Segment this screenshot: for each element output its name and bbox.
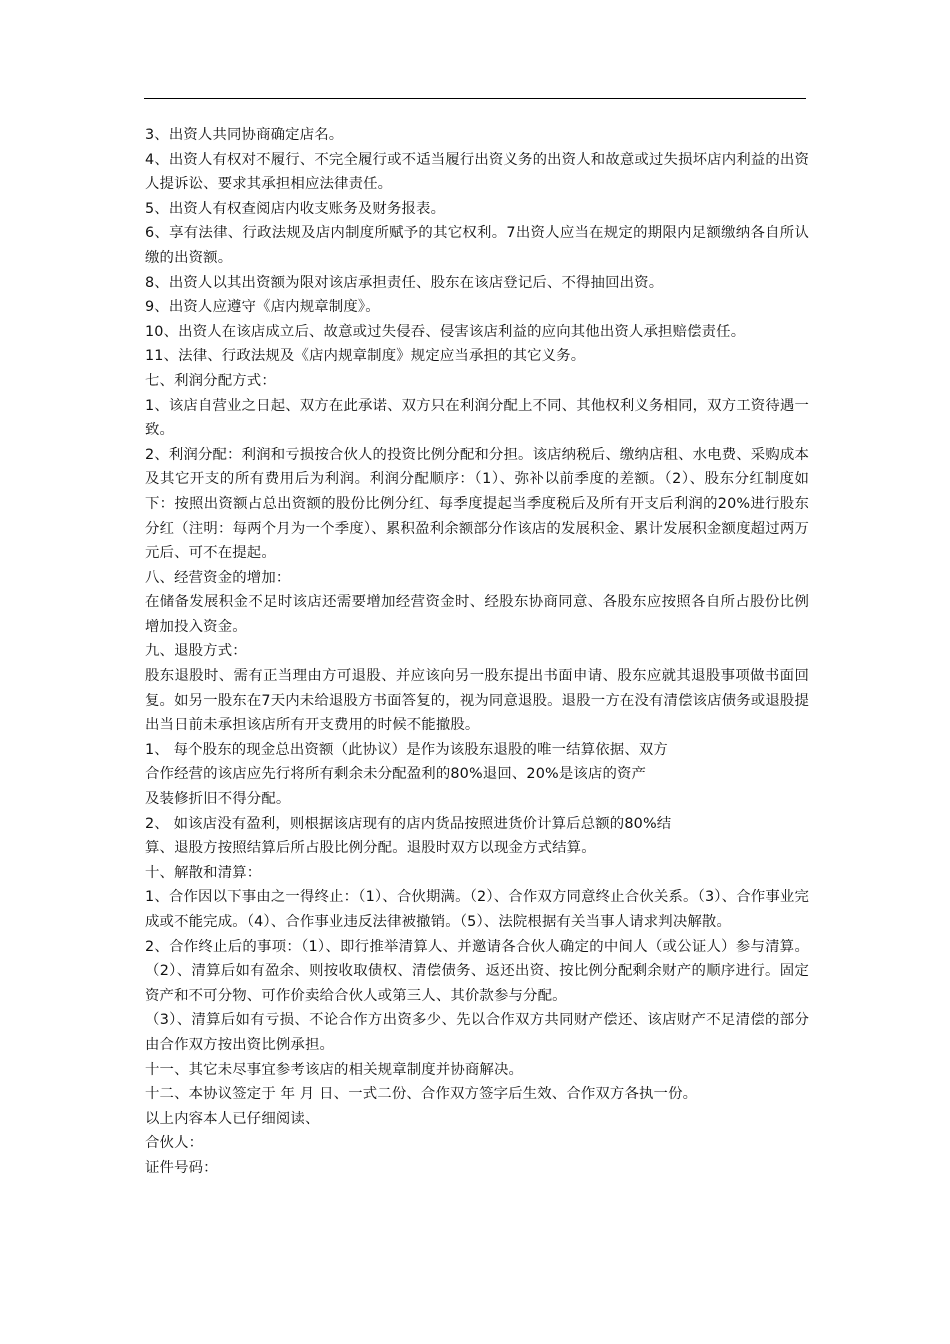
section-7-heading: 七、利润分配方式： [145, 372, 276, 389]
read-confirmation: 以上内容本人已仔细阅读、 [145, 1110, 320, 1127]
section-10-heading: 十、解散和清算： [145, 864, 262, 881]
clause-11-other-duties: 11、法律、行政法规及《店内规章制度》规定应当承担的其它义务。 [145, 348, 586, 365]
withdrawal-clause-2-line-2: 算、退股方按照结算后所占股比例分配。退股时双方以现金方式结算。 [145, 840, 596, 857]
withdrawal-clause-1-line-2: 合作经营的该店应先行将所有剩余未分配盈利的80%退回、20%是该店的资产 [145, 766, 647, 783]
withdrawal-clause-2-line-1: 2、 如该店没有盈利，则根据该店现有的店内货品按照进货价计算后总额的80%结 [145, 815, 672, 832]
withdrawal-text: 股东退股时、需有正当理由方可退股、并应该向另一股东提出书面申请、股东应就其退股事项做书面回复。如另一股东在7天内未给退股方书面答复的，视为同意退股。退股一方在没有清偿该店债务或退股提出当日前未承担该店所有开支费用的时候不能撤股。 [145, 668, 809, 734]
capital-increase-text: 在储备发展积金不足时该店还需要增加经营资金时、经股东协商同意、各股东应按照各自所占股份比例增加投入资金。 [145, 594, 809, 635]
header-rule [144, 98, 806, 99]
clause-10-compensation: 10、出资人在该店成立后、故意或过失侵吞、侵害该店利益的应向其他出资人承担赔偿责任。 [145, 323, 746, 340]
clause-9-rules: 9、出资人应遵守《店内规章制度》。 [145, 299, 380, 316]
withdrawal-clause-1-line-3: 及装修折旧不得分配。 [145, 791, 291, 808]
section-9-heading: 九、退股方式： [145, 643, 247, 660]
clause-3-store-name: 3、出资人共同协商确定店名。 [145, 127, 344, 143]
id-number-label: 证件号码： [145, 1159, 218, 1176]
dissolution-clause-1: 1、合作因以下事由之一得终止：（1）、合伙期满。（2）、合作双方同意终止合伙关系。（3）、合作事业完成或不能完成。（4）、合作事业违反法律被撤销。（5）、法院根据有关当事人请求判决解散。 [145, 889, 809, 930]
clause-4-litigation-right: 4、出资人有权对不履行、不完全履行或不适当履行出资义务的出资人和故意或过失损坏店内利益的出资人提诉讼、要求其承担相应法律责任。 [145, 151, 809, 193]
profit-clause-2: 2、利润分配：利润和亏损按合伙人的投资比例分配和分担。该店纳税后、缴纳店租、水电费、采购成本及其它开支的所有费用后为利润。利润分配顺序：（1）、弥补以前季度的差额。（2）、股东分红制度如下：按照出资额占总出资额的股份比例分红、每季度提起当季度税后及所有开支后利润的20%进行股东分红（注明：每两个月为一个季度）、累积盈利余额部分作该店的发展积金、累计发展积金额度超过两万元后、可不在提起。 [145, 446, 809, 562]
withdrawal-clause-1-line-1: 1、 每个股东的现金总出资额（此协议）是作为该股东退股的唯一结算依据、双方 [145, 741, 668, 758]
clause-5-audit-right: 5、出资人有权查阅店内收支账务及财务报表。 [145, 200, 446, 217]
partner-label: 合伙人： [145, 1135, 204, 1152]
clause-8-liability: 8、出资人以其出资额为限对该店承担责任、股东在该店登记后、不得抽回出资。 [145, 274, 664, 291]
section-8-heading: 八、经营资金的增加： [145, 569, 291, 586]
profit-clause-1: 1、该店自营业之日起、双方在此承诺、双方只在利润分配上不同、其他权利义务相同，双方工资待遇一致。 [145, 397, 809, 439]
section-11: 十一、其它未尽事宜参考该店的相关规章制度并协商解决。 [145, 1061, 524, 1078]
dissolution-clause-2: 2、合作终止后的事项：（1）、即行推举清算人、并邀请各合伙人确定的中间人（或公证人）参与清算。（2）、清算后如有盈余、则按收取债权、清偿债务、返还出资、按比例分配剩余财产的顺序进行。固定资产和不可分物、可作价卖给合伙人或第三人、其价款参与分配。 [145, 938, 809, 1004]
document-body [145, 123, 809, 1181]
clause-6-7-other-rights: 6、享有法律、行政法规及店内制度所赋予的其它权利。7出资人应当在规定的期限内足额缴纳各自所认缴的出资额。 [145, 225, 809, 266]
dissolution-clause-3: （3）、清算后如有亏损、不论合作方出资多少、先以合作双方共同财产偿还、该店财产不足清偿的部分由合作双方按出资比例承担。 [145, 1012, 809, 1053]
section-12: 十二、本协议签定于 年 月 日、一式二份、合作双方签字后生效、合作双方各执一份。 [145, 1086, 698, 1103]
